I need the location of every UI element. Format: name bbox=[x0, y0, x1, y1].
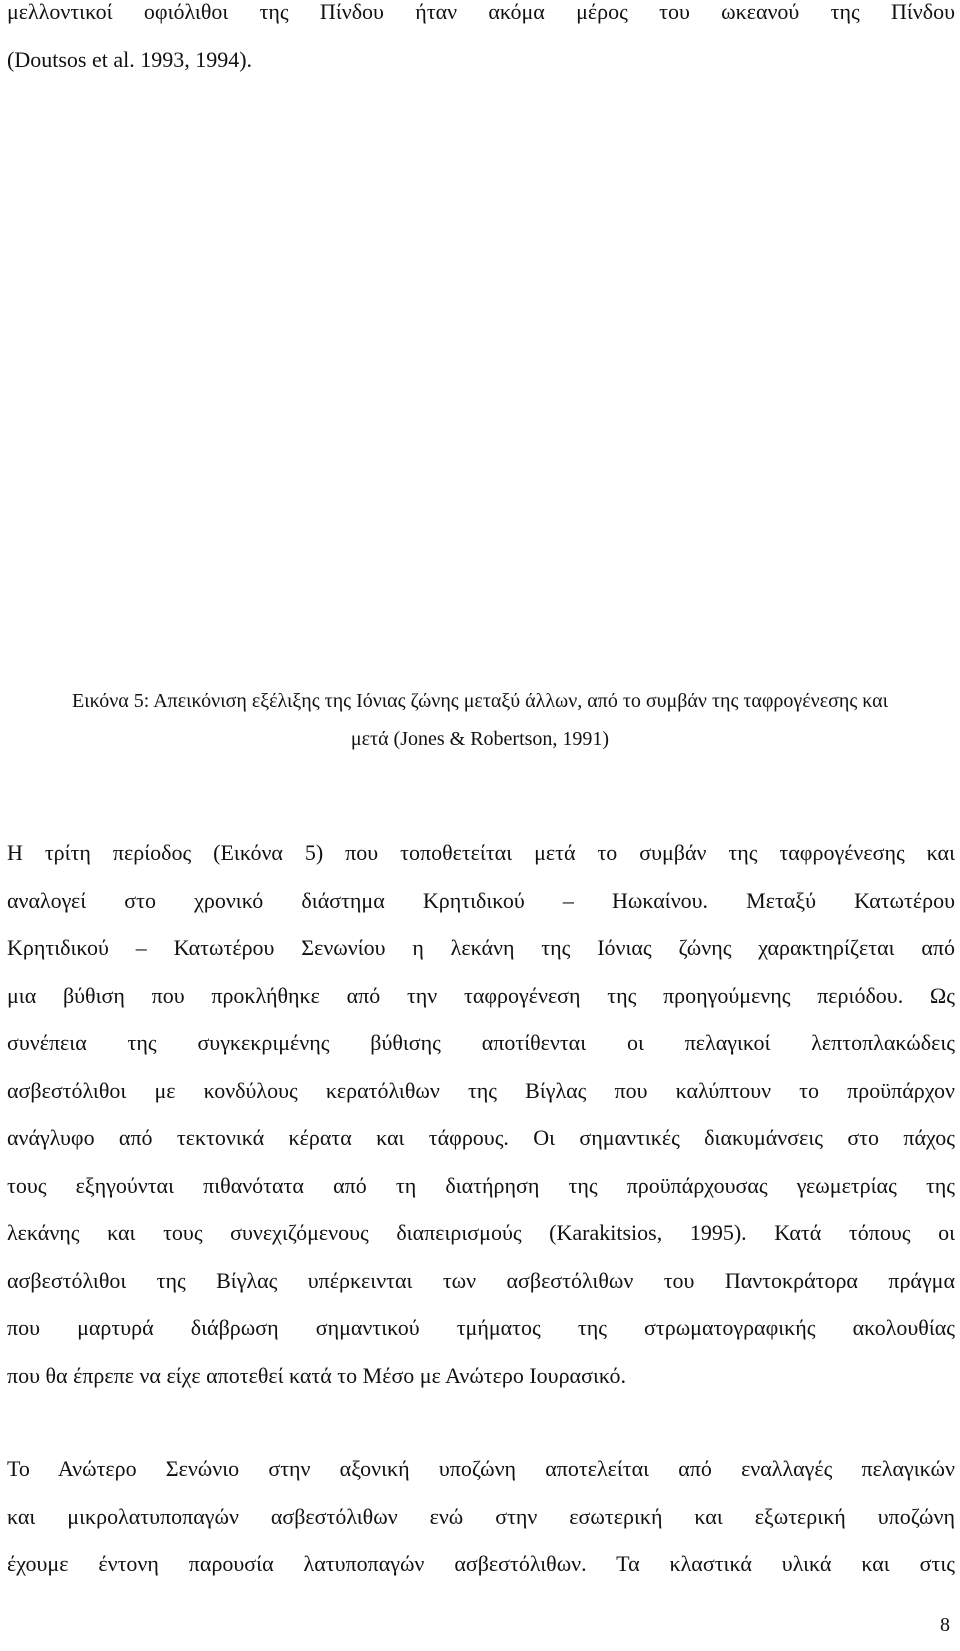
text-line: που θα έπρεπε να είχε αποτεθεί κατά το Μέσο με Ανώτερο Ιουρασικό. bbox=[7, 1362, 626, 1388]
page-number: 8 bbox=[940, 1614, 950, 1636]
text-line: μελλοντικοί οφιόλιθοι της Πίνδου ήταν ακόμα μέρος του ωκεανού της Πίνδου bbox=[7, 0, 955, 24]
text-line: ανάγλυφο από τεκτονικά κέρατα και τάφρους. Οι σημαντικές διακυμάνσεις στο πάχος bbox=[7, 1125, 955, 1150]
body-paragraph-2 bbox=[7, 1445, 955, 1588]
text-line: (Doutsos et al. 1993, 1994). bbox=[7, 46, 253, 72]
text-line: συνέπεια της συγκεκριμένης βύθισης αποτίθενται οι πελαγικοί λεπτοπλακώδεις bbox=[7, 1030, 955, 1055]
text-line: αναλογεί στο χρονικό διάστημα Κρητιδικού – Ηωκαίνου. Μεταξύ Κατωτέρου bbox=[7, 887, 955, 913]
top-continuation-text bbox=[7, 0, 955, 83]
text-line: που μαρτυρά διάβρωση σημαντικού τμήματος της στρωματογραφικής ακολουθίας bbox=[7, 1315, 955, 1340]
text-line: ασβεστόλιθοι με κονδύλους κερατόλιθων της Βίγλας που καλύπτουν το προϋπάρχον bbox=[7, 1077, 955, 1103]
caption-line: Εικόνα 5: Απεικόνιση εξέλιξης της Ιόνιας ζώνης μεταξύ άλλων, από το συμβάν της ταφρογένεσης και bbox=[71, 690, 889, 712]
text-line: τους εξηγούνται πιθανότατα από τη διατήρηση της προϋπάρχουσας γεωμετρίας της bbox=[7, 1172, 955, 1198]
text-line: μια βύθιση που προκλήθηκε από την ταφρογένεση της προηγούμενης περιόδου. Ως bbox=[7, 982, 955, 1008]
text-line: Το Ανώτερο Σενώνιο στην αξονική υποζώνη αποτελείται από εναλλαγές πελαγικών bbox=[7, 1456, 955, 1481]
text-line: Κρητιδικού – Κατωτέρου Σενωνίου η λεκάνη της Ιόνιας ζώνης χαρακτηρίζεται από bbox=[7, 935, 955, 960]
text-line: έχουμε έντονη παρουσία λατυποπαγών ασβεστόλιθων. Τα κλαστικά υλικά και στις bbox=[7, 1551, 955, 1576]
text-line: ασβεστόλιθοι της Βίγλας υπέρκεινται των ασβεστόλιθων του Παντοκράτορα πράγμα bbox=[7, 1267, 955, 1293]
text-line: λεκάνης και τους συνεχιζόμενους διαπειρισμούς (Karakitsios, 1995). Κατά τόπους οι bbox=[7, 1220, 955, 1245]
figure-caption bbox=[0, 682, 960, 758]
text-line: Η τρίτη περίοδος (Εικόνα 5) που τοποθετείται μετά το συμβάν της ταφρογένεσης και bbox=[7, 840, 955, 865]
caption-line: μετά (Jones & Robertson, 1991) bbox=[350, 728, 610, 750]
body-paragraph-1 bbox=[7, 829, 955, 1399]
text-line: και μικρολατυποπαγών ασβεστόλιθων ενώ στην εσωτερική και εξωτερική υποζώνη bbox=[7, 1503, 955, 1529]
